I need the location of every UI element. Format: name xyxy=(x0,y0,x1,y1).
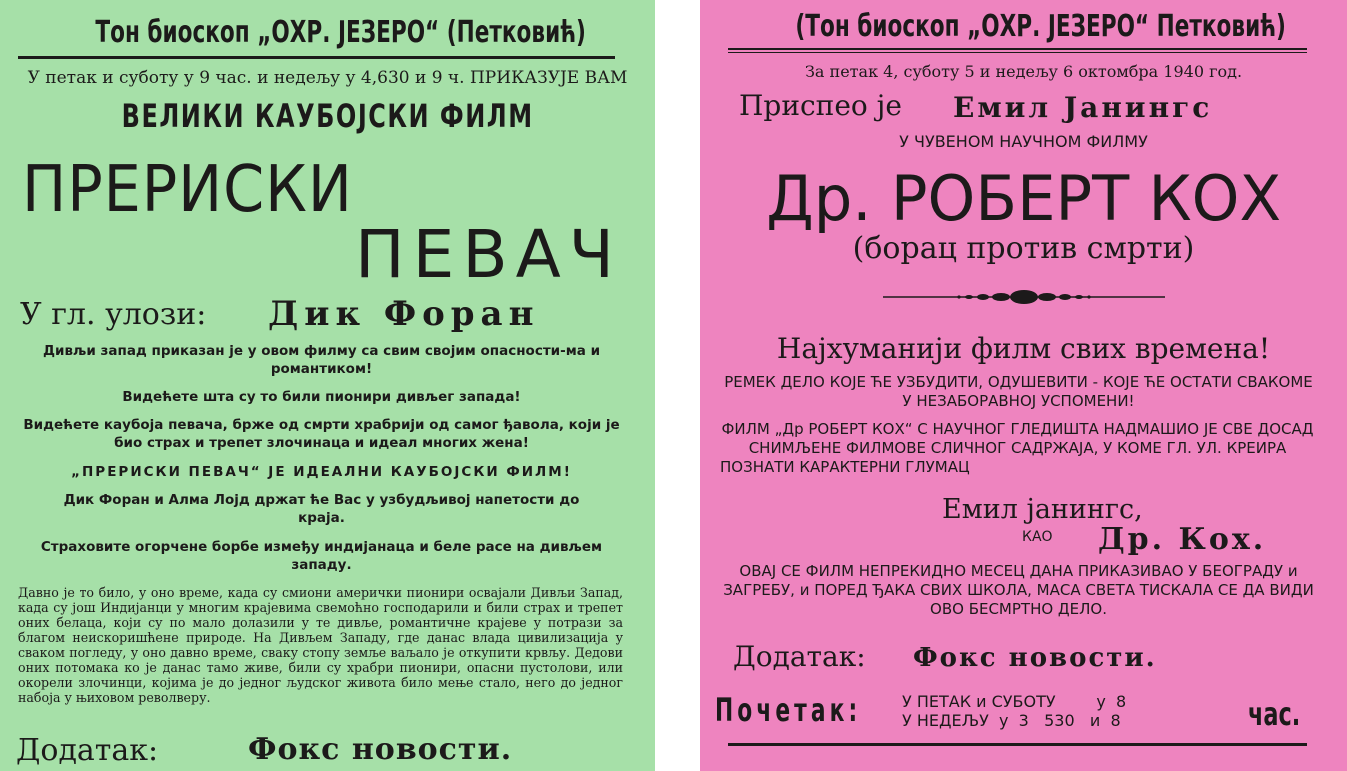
genre xyxy=(0,97,655,135)
times-line-2: У НЕДЕЉУ у 3 530 и 8 xyxy=(902,711,1121,730)
star-name: Емил Јанингс xyxy=(953,91,1213,124)
paragraph-4: „ПРЕРИСКИ ПЕВАЧ“ ЈЕ ИДЕАЛНИ КАУБОЈСКИ ФИЛМ! xyxy=(71,464,572,480)
header-rule xyxy=(18,56,615,59)
extra-value: Фокс новости. xyxy=(248,732,513,767)
hours xyxy=(1248,695,1323,733)
times-line-1: У ПЕТАК и СУБОТУ у 8 xyxy=(902,692,1127,711)
header-rule-top xyxy=(728,48,1307,50)
film-title xyxy=(700,162,1347,235)
film-title-line2: ПЕВАЧ xyxy=(355,216,623,293)
extra-label: Додатак: xyxy=(733,640,866,673)
paragraph-3: Видећете каубоја певача, брже од смрти храбрији од самог ђавола, који је био страх и трепет злочинаца и идеал многих жена! xyxy=(23,417,620,451)
paragraph-5: Дик Форан и Алма Лојд држат ће Вас у узбудљивој напетости до краја. xyxy=(63,492,580,526)
film-subtitle: (борац против смрти) xyxy=(852,231,1195,266)
poster-robert-koch xyxy=(700,0,1347,771)
cinema-header-text: Тон биоскоп „ОХР. ЈЕЗЕРО“ (Петковић) xyxy=(95,15,586,50)
header-rule-bottom xyxy=(728,52,1307,53)
paragraph-2: ФИЛМ „Др РОБЕРТ КОХ“ С НАУЧНОГ ГЛЕДИШТА НАДМАШИО ЈЕ СВЕ ДОСАД СНИМЉЕНЕ ФИЛМОВЕ СЛИЧНОГ САДРЖАЈА, У КОМЕ ГЛ. УЛ. КРЕИРА ПОЗНАТИ КАРАКТЕРНИ ГЛУМАЦ xyxy=(720,420,1314,477)
arrived-text: Приспео је xyxy=(739,89,902,122)
ornament-divider xyxy=(883,286,1165,308)
paragraph-1: Дивљи запад приказан је у овом филму са свим својим опасности-ма и романтиком! xyxy=(42,343,601,377)
cinema-header xyxy=(700,9,1347,44)
start-label xyxy=(715,691,930,729)
paragraph-1: РЕМЕК ДЕЛО КОЈЕ ЋЕ УЗБУДИТИ, ОДУШЕВИТИ - КОЈЕ ЋЕ ОСТАТИ СВАКОМЕ У НЕЗАБОРАВНОЈ УСПОМЕНИ! xyxy=(724,373,1313,411)
cinema-header xyxy=(0,15,655,50)
footer-rule xyxy=(728,743,1307,746)
film-title-line1: ПРЕРИСКИ xyxy=(22,153,353,227)
role-name: Др. Кох. xyxy=(1098,522,1267,557)
as-word: КАО xyxy=(1022,529,1053,545)
start-label-text: Почетак: xyxy=(715,691,862,729)
role-label: У гл. улози: xyxy=(20,297,207,332)
lead-actor: Дик Форан xyxy=(268,294,540,334)
star-name-2: Емил јанингс, xyxy=(942,494,1143,525)
story-text: Давно је то било, у оно време, када су смиони амерички пионири освајали Дивљи Запад, када су још Индијанци у многим крајевима свемоћно господарили и били страх и трепет оних белаца, који су по мало долазили у те дивље, романтичне крајеве у потрази за благом неискоришћене природе. На Дивљем Западу, где данас влада цивилизација у сваком погледу, у оно давно време, сваку стопу земље ваљало је откупити крвљу. Дедови оних потомака ко је данас тамо живе, били су храбри пионири, опасни пустолови, или окорели злочинци, којима је до једног људског живота било мење стало, него до једног набоја у њиховом револверу. xyxy=(18,585,623,705)
paragraph-3: ОВАЈ СЕ ФИЛМ НЕПРЕКИДНО МЕСЕЦ ДАНА ПРИКАЗИВАО У БЕОГРАДУ и ЗАГРЕБУ, и ПОРЕД ЂАКА СВИХ ШКОЛА, МАСА СВЕТА ТИСКАЛА СЕ ДА ВИДИ ОВО БЕСМРТНО ДЕЛО. xyxy=(723,562,1314,619)
extra-value: Фокс новости. xyxy=(913,643,1157,673)
extra-label: Додатак: xyxy=(16,733,159,768)
genre-text: ВЕЛИКИ КАУБОЈСКИ ФИЛМ xyxy=(121,97,534,135)
paragraph-6: Страховите огорчене борбе између индијанаца и беле расе на дивљем западу. xyxy=(40,539,603,573)
film-title-text: Др. РОБЕРТ КОХ xyxy=(766,162,1281,235)
paragraph-2: Видећете шта су то били пионири дивљег запада! xyxy=(122,389,521,405)
tagline: Најхуманији филм свих времена! xyxy=(776,332,1271,365)
sci-film-label: У ЧУВЕНОМ НАУЧНОМ ФИЛМУ xyxy=(899,132,1148,151)
cinema-header-text: (Тон биоскоп „ОХР. ЈЕЗЕРО“ Петковић) xyxy=(795,9,1286,44)
schedule: У петак и суботу у 9 час. и недељу у 4,630 и 9 ч. ПРИКАЗУЈЕ ВАМ xyxy=(27,68,628,88)
poster-prerie-singer xyxy=(0,0,655,771)
screening-dates: За петак 4, суботу 5 и недељу 6 октомбра 1940 год. xyxy=(804,62,1243,81)
hours-text: час. xyxy=(1248,695,1301,733)
